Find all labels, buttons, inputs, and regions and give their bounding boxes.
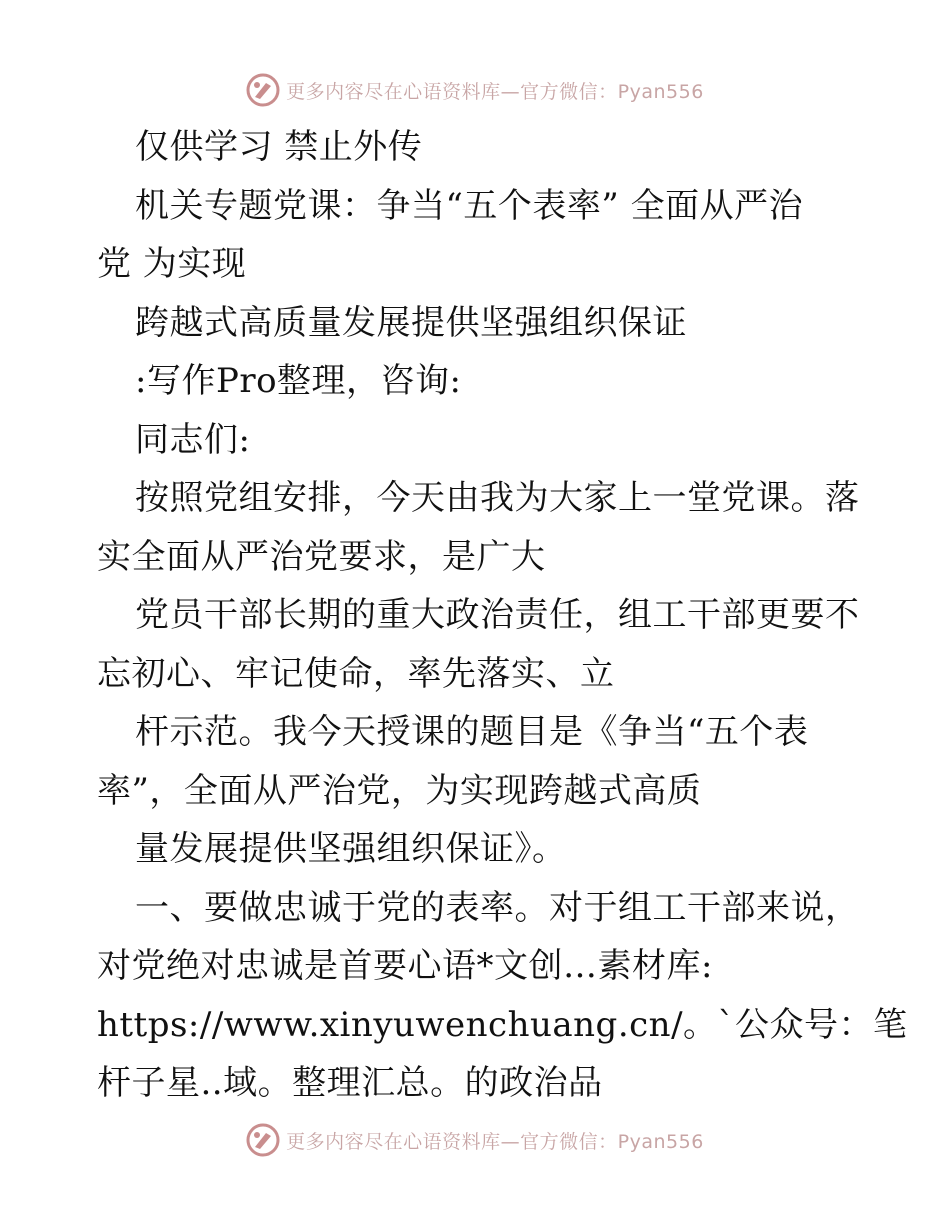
text-line: 跨越式高质量发展提供坚强组织保证 [135,302,687,343]
text-line: 党 为实现 [97,244,247,284]
text-line: 率”，全面从严治党，为实现跨越式高质 [97,770,702,811]
watermark-text [286,77,704,104]
seal-logo-icon [246,1123,280,1157]
watermark-separator: — [500,1130,521,1153]
text-line: 杆子星..域。整理汇总。的政治品 [97,1063,603,1103]
text-line: 对党绝对忠诚是首要心语*文创…素材库: [97,946,713,986]
watermark-text [286,1127,704,1154]
text-line: 同志们: [135,419,251,460]
text-line: :写作Pro整理，咨询: [135,361,462,401]
seal-logo-icon [246,73,280,107]
watermark-main: 更多内容尽在心语资料库 [286,1130,501,1153]
document-body [97,118,908,1113]
watermark-wechat: 官方微信：Pyan556 [520,1130,704,1153]
text-line: 机关专题党课：争当“五个表率” 全面从严治 [135,185,804,226]
watermark-main: 更多内容尽在心语资料库 [286,80,501,103]
text-line: 实全面从严治党要求，是广大 [97,536,546,577]
watermark-header [0,70,950,110]
text-line: 按照党组安排，今天由我为大家上一堂党课。落 [135,478,860,518]
text-line: 党员干部长期的重大政治责任，组工干部更要不 [135,595,860,635]
watermark-separator: — [500,80,521,103]
watermark-wechat: 官方微信：Pyan556 [520,80,704,103]
text-line: 仅供学习 禁止外传 [135,127,423,167]
text-line: https://www.xinyuwenchuang.cn/。`公众号：笔 [97,1004,908,1045]
text-line: 杆示范。我今天授课的题目是《争当“五个表 [135,712,809,752]
text-line: 量发展提供坚强组织保证》。 [135,829,567,869]
text-line: 忘初心、牢记使命，率先落实、立 [97,653,615,694]
watermark-footer [0,1120,950,1160]
text-line: 一、要做忠诚于党的表率。对于组工干部来说， [135,887,860,928]
